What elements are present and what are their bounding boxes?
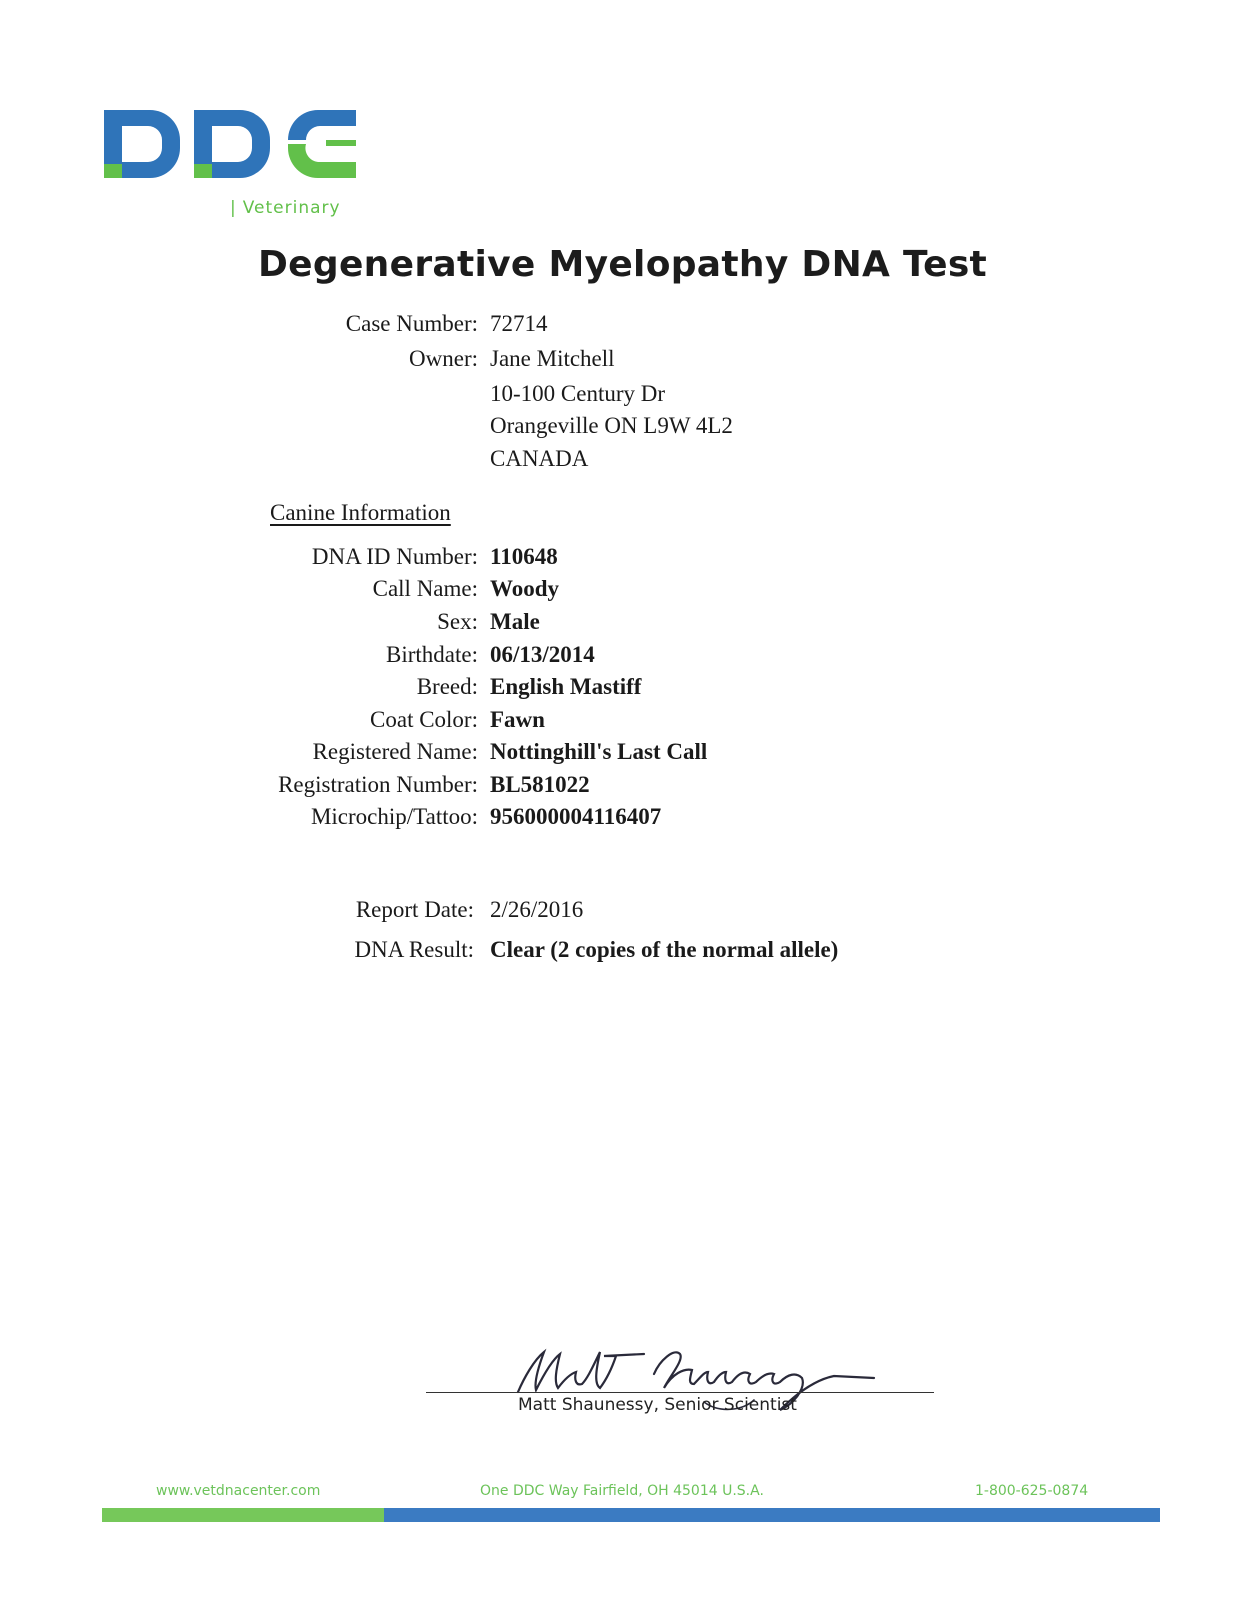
logo-subtitle bbox=[230, 198, 341, 218]
ddc-logo bbox=[104, 104, 366, 224]
owner-row bbox=[0, 346, 1234, 378]
sex-label: Sex: bbox=[437, 609, 478, 634]
coat-color-value: Fawn bbox=[490, 707, 545, 732]
microchip-value: 956000004116407 bbox=[490, 804, 662, 829]
dna-result-row bbox=[0, 937, 1234, 969]
birthdate-label: Birthdate: bbox=[386, 642, 478, 667]
case-number-row bbox=[0, 311, 1234, 343]
case-number-label: Case Number: bbox=[345, 311, 478, 336]
registered-name-label: Registered Name: bbox=[312, 739, 478, 764]
signature-line bbox=[426, 1392, 934, 1393]
logo-divider: | bbox=[230, 198, 237, 218]
canine-field-row bbox=[0, 576, 1234, 608]
microchip-label: Microchip/Tattoo: bbox=[310, 804, 478, 829]
logo-subtitle-text: Veterinary bbox=[242, 198, 341, 218]
footer-phone: 1-800-625-0874 bbox=[975, 1483, 1089, 1499]
report-date-label: Report Date: bbox=[355, 897, 474, 922]
document-title: Degenerative Myelopathy DNA Test bbox=[258, 244, 988, 285]
report-date-row bbox=[0, 897, 1234, 929]
registration-number-label: Registration Number: bbox=[278, 772, 478, 797]
canine-field-row bbox=[0, 544, 1234, 576]
call-name-label: Call Name: bbox=[372, 576, 478, 601]
breed-value: English Mastiff bbox=[490, 674, 642, 699]
dna-id-label: DNA ID Number: bbox=[311, 544, 478, 569]
registration-number-value: BL581022 bbox=[490, 772, 590, 797]
footer-website: www.vetdnacenter.com bbox=[156, 1483, 321, 1499]
coat-color-label: Coat Color: bbox=[370, 707, 478, 732]
case-number-value: 72714 bbox=[490, 311, 548, 336]
dna-result-label: DNA Result: bbox=[354, 937, 474, 962]
owner-address-line2: Orangeville ON L9W 4L2 bbox=[490, 413, 733, 438]
owner-name: Jane Mitchell bbox=[490, 346, 615, 371]
canine-field-row bbox=[0, 739, 1234, 771]
owner-address-line3: CANADA bbox=[490, 446, 589, 471]
call-name-value: Woody bbox=[490, 576, 560, 601]
report-date-value: 2/26/2016 bbox=[490, 897, 584, 922]
canine-field-row bbox=[0, 609, 1234, 641]
signatory-name-title: Matt Shaunessy, Senior Scientist bbox=[518, 1395, 797, 1415]
dna-result-value: Clear (2 copies of the normal allele) bbox=[490, 937, 839, 962]
dna-id-value: 110648 bbox=[490, 544, 558, 569]
owner-address-line1: 10-100 Century Dr bbox=[490, 381, 666, 406]
canine-field-row bbox=[0, 772, 1234, 804]
footer-address: One DDC Way Fairfield, OH 45014 U.S.A. bbox=[480, 1483, 764, 1499]
birthdate-value: 06/13/2014 bbox=[490, 642, 595, 667]
ddc-logo-mark bbox=[104, 104, 366, 196]
canine-info-heading: Canine Information bbox=[270, 500, 451, 525]
breed-label: Breed: bbox=[416, 674, 478, 699]
canine-field-row bbox=[0, 707, 1234, 739]
footer-bar-blue bbox=[384, 1508, 1160, 1522]
canine-field-row bbox=[0, 804, 1234, 836]
footer-bar-green bbox=[102, 1508, 384, 1522]
registered-name-value: Nottinghill's Last Call bbox=[490, 739, 708, 764]
canine-field-row bbox=[0, 674, 1234, 706]
sex-value: Male bbox=[490, 609, 540, 634]
canine-field-row bbox=[0, 642, 1234, 674]
owner-label: Owner: bbox=[409, 346, 478, 371]
